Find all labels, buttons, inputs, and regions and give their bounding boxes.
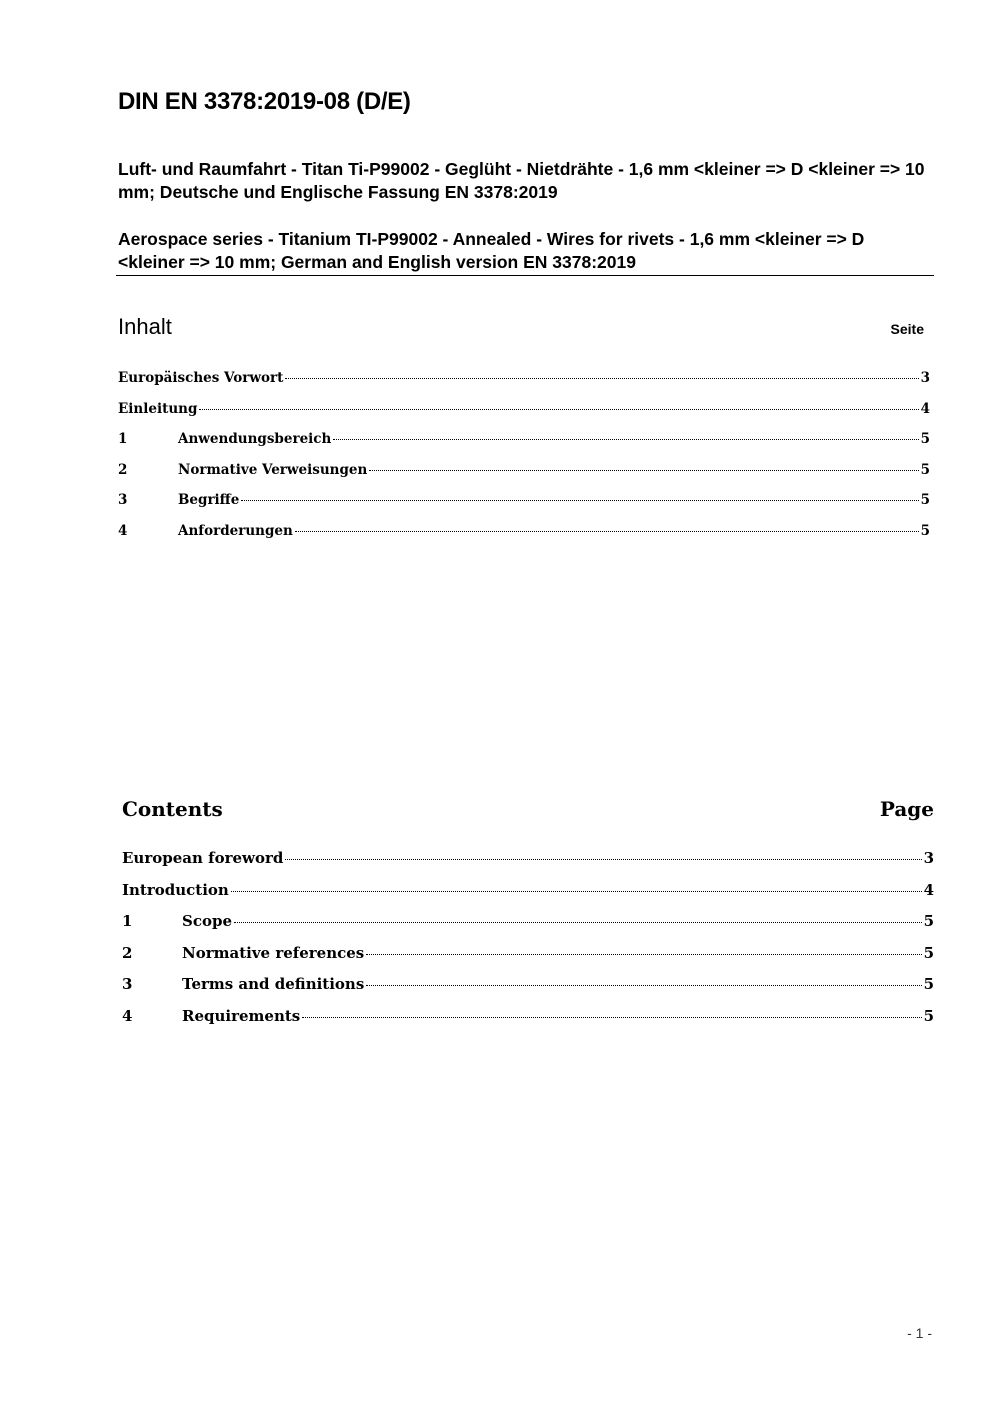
toc-entry-page: 3 (920, 370, 930, 386)
toc-entry-label: Anforderungen (178, 522, 293, 539)
toc-entry-label: Requirements (182, 1006, 301, 1025)
toc-leader (285, 859, 921, 860)
toc-entry-label: Normative references (182, 943, 365, 962)
toc-entry-number: 2 (122, 943, 133, 962)
toc-leader (234, 922, 922, 923)
toc-entry-page: 5 (920, 431, 930, 447)
toc-entry[interactable] (122, 881, 934, 913)
toc-leader (369, 470, 918, 471)
toc-entry-label: Begriffe (178, 492, 240, 508)
toc-leader (302, 1017, 921, 1018)
toc-entry[interactable] (122, 849, 934, 881)
toc-entry[interactable] (118, 523, 930, 554)
title-german: Luft- und Raumfahrt - Titan Ti-P99002 - Geglüht - Nietdrähte - 1,6 mm <kleiner => D <kleiner => 10 mm; Deutsche und Englische Fassung EN 3378:2019 (118, 159, 925, 202)
toc-entry-page: 4 (920, 400, 930, 417)
toc-entry[interactable] (118, 462, 930, 493)
toc-entry[interactable] (118, 370, 930, 401)
toc-entry-label: Normative Verweisungen (178, 461, 368, 478)
toc-entry-page: 5 (923, 1006, 934, 1025)
toc-leader (241, 500, 918, 501)
toc-entry-page: 5 (920, 461, 930, 478)
toc-entry-label: European foreword (122, 849, 284, 867)
toc-entry[interactable] (122, 912, 934, 944)
toc-entry-label: Introduction (122, 880, 229, 899)
toc-entry-number: 3 (122, 975, 133, 994)
toc-entry-page: 3 (923, 849, 934, 867)
toc-leader (199, 409, 918, 410)
toc-entry-label: Terms and definitions (182, 975, 365, 994)
document-id: DIN EN 3378:2019-08 (D/E) (118, 88, 411, 115)
toc-leader (231, 891, 922, 892)
page-number: - 1 - (907, 1325, 932, 1341)
toc-de-page-label: Seite (890, 321, 924, 337)
toc-entry[interactable] (118, 401, 930, 432)
toc-entry-page: 5 (923, 912, 934, 931)
toc-en-heading: Contents (122, 797, 223, 821)
toc-entry-number: 2 (118, 461, 128, 478)
toc-entry-page: 5 (920, 522, 930, 539)
toc-leader (295, 531, 919, 532)
toc-entry-page: 5 (920, 492, 930, 508)
toc-entry-number: 4 (118, 522, 128, 539)
title-english: Aerospace series - Titanium TI-P99002 - Annealed - Wires for rivets - 1,6 mm <kleiner => D <kleiner => 10 mm; German and English version EN 3378:2019 (118, 229, 865, 272)
toc-leader (333, 439, 918, 440)
toc-entry-number: 4 (122, 1006, 133, 1025)
toc-entry-page: 5 (923, 975, 934, 994)
toc-entry-number: 1 (118, 431, 128, 447)
toc-english (122, 849, 934, 1039)
toc-entry[interactable] (118, 492, 930, 523)
toc-entry[interactable] (122, 975, 934, 1007)
toc-en-page-label: Page (879, 797, 934, 821)
toc-entry-page: 5 (923, 943, 934, 962)
toc-entry-page: 4 (923, 880, 934, 899)
toc-entry-label: Einleitung (118, 400, 198, 417)
toc-entry[interactable] (122, 944, 934, 976)
toc-entry-label: Anwendungsbereich (178, 431, 332, 447)
toc-leader (366, 954, 921, 955)
toc-entry-number: 3 (118, 492, 128, 508)
toc-de-heading: Inhalt (118, 314, 172, 339)
toc-entry-label: Europäisches Vorwort (118, 370, 284, 386)
toc-entry[interactable] (118, 431, 930, 462)
toc-entry-number: 1 (122, 912, 133, 931)
toc-leader (285, 378, 918, 379)
title-divider (116, 275, 934, 276)
toc-german (118, 370, 930, 553)
toc-leader (366, 985, 921, 986)
toc-entry-label: Scope (182, 912, 233, 931)
toc-entry[interactable] (122, 1007, 934, 1039)
